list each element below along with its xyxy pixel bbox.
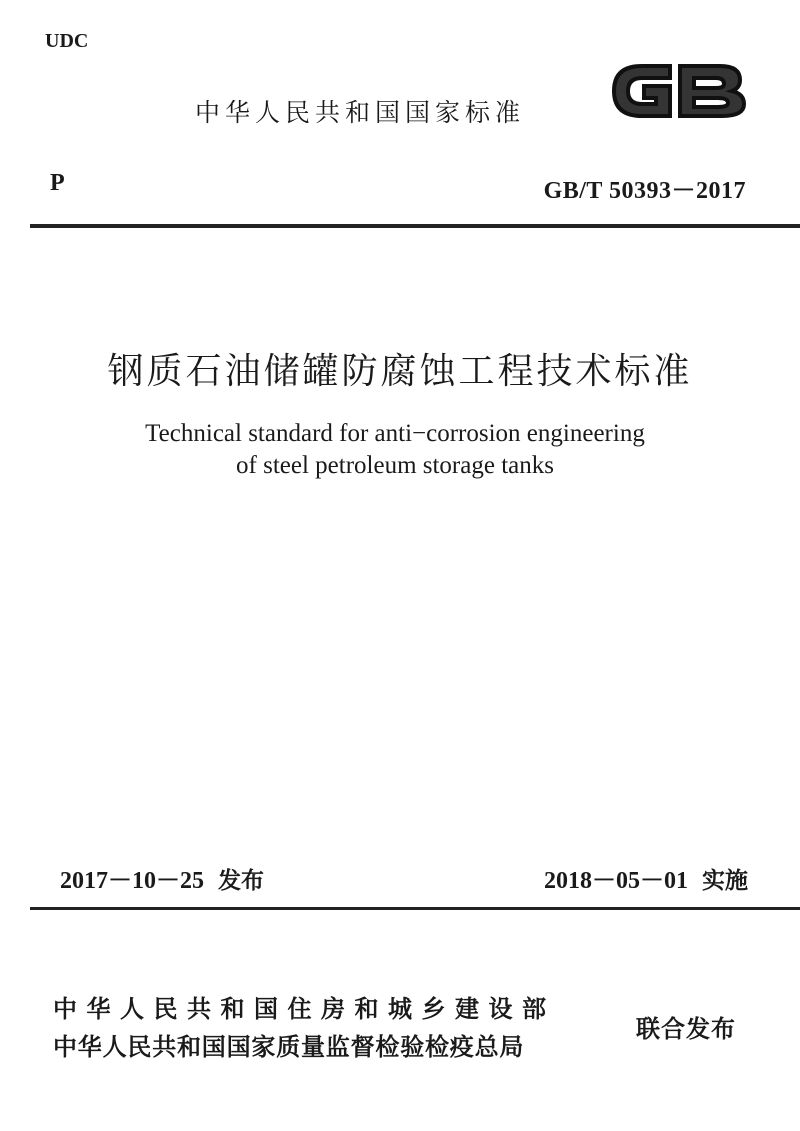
issue-date: 2017－10－25 (60, 868, 204, 894)
classification-code: P (50, 170, 65, 196)
title-english-line-2: of steel petroleum storage tanks (236, 452, 554, 479)
publisher-line-2: 中华人民共和国国家质量监督检验检疫总局 (53, 1033, 525, 1061)
joint-publish-label: 联合发布 (636, 1015, 736, 1043)
title-chinese: 钢质石油储罐防腐蚀工程技术标准 (107, 351, 693, 392)
udc-label: UDC (45, 30, 89, 52)
publisher-line-1: 中华人民共和国住房和城乡建设部 (53, 995, 556, 1023)
implementation-date-block (544, 860, 748, 895)
bottom-divider (30, 907, 800, 910)
implementation-date: 2018－05－01 (544, 868, 688, 894)
gb-logo-icon (608, 52, 750, 130)
top-divider (30, 224, 800, 228)
title-english-line-1: Technical standard for anti−corrosion engineering (145, 420, 645, 447)
standard-number: GB/T 50393－2017 (543, 178, 746, 204)
national-standard-label: 中华人民共和国国家标准 (194, 98, 525, 127)
issue-label: 发布 (218, 868, 264, 894)
title-english (0, 418, 790, 482)
publishers-block (53, 990, 556, 1066)
issue-date-block (60, 860, 264, 895)
implementation-label: 实施 (702, 868, 748, 894)
